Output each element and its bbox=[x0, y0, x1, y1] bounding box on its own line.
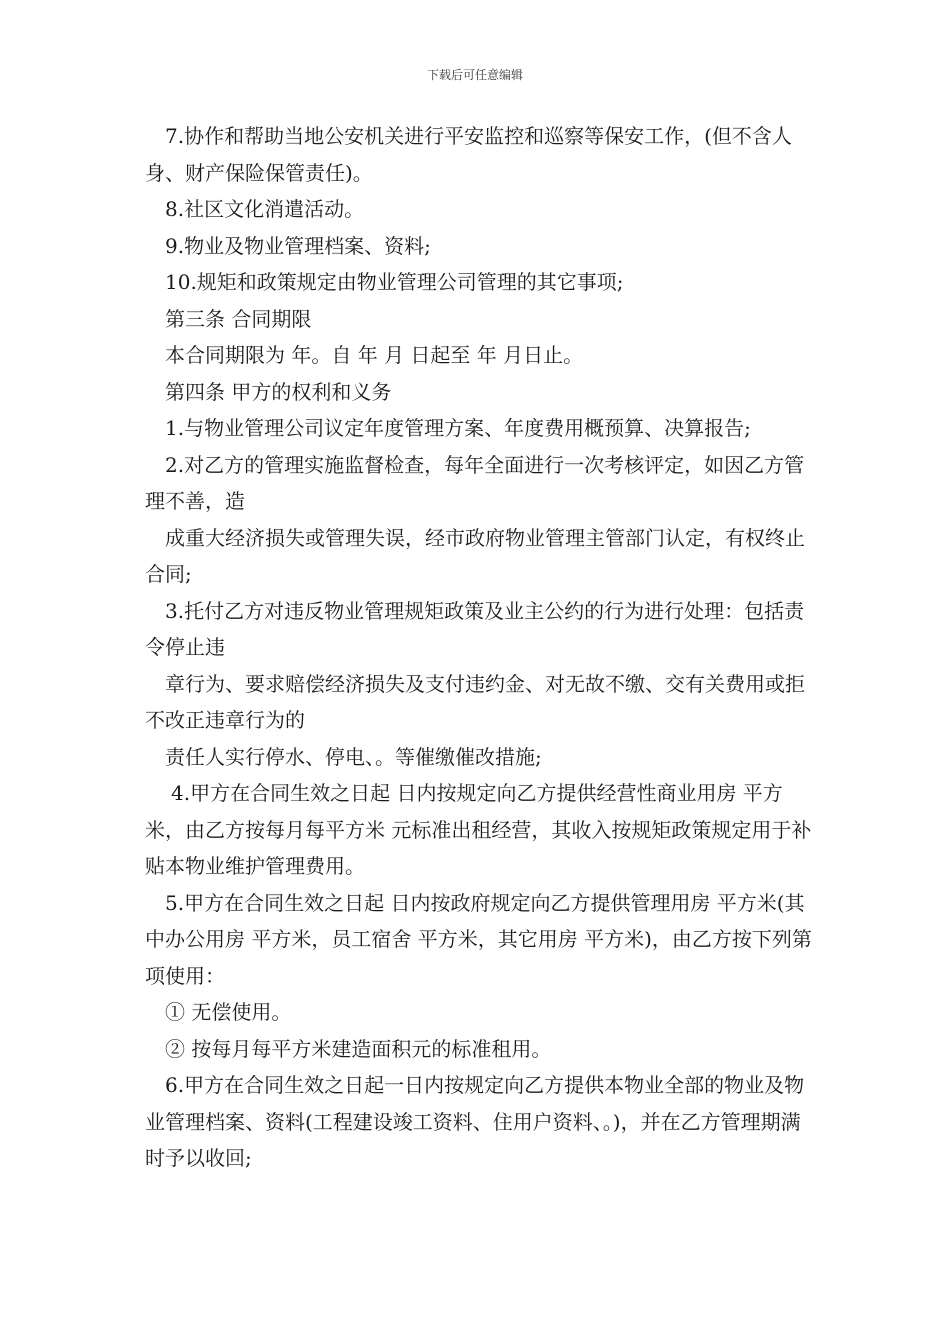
article-3-heading: 第三条 合同期限 bbox=[165, 306, 312, 331]
party-a-item-2-cont: 成重大经济损失或管理失误，经市政府物业管理主管部门认定，有权终止合同; bbox=[145, 525, 805, 586]
party-a-item-1: 1.与物业管理公司议定年度管理方案、年度费用概预算、决算报告; bbox=[165, 416, 751, 440]
party-a-item-4: 4.甲方在合同生效之日起 日内按规定向乙方提供经营性商业用房 平方米，由乙方按每月每平方米 元标准出租经营，其收入按规矩政策规定用于补贴本物业维护管理费用。 bbox=[145, 781, 812, 878]
party-a-item-3-cont: 章行为、要求赔偿经济损失及支付违约金、对无故不缴、交有关费用或拒不改正违章行为的 bbox=[145, 671, 805, 732]
party-a-item-3: 3.托付乙方对违反物业管理规矩政策及业主公约的行为进行处理：包括责令停止违 bbox=[145, 598, 805, 659]
party-a-item-6: 6.甲方在合同生效之日起一日内按规定向乙方提供本物业全部的物业及物业管理档案、资料(工程建设竣工资料、住用户资料、。)，并在乙方管理期满时予以收回; bbox=[145, 1073, 805, 1170]
clause-8-culture: 8.社区文化消遣活动。 bbox=[165, 197, 365, 221]
usage-option-1: ① 无偿使用。 bbox=[165, 1000, 292, 1024]
party-a-item-3-end: 责任人实行停水、停电、。等催缴催改措施; bbox=[165, 744, 542, 769]
header-note: 下载后可任意编辑 bbox=[426, 68, 523, 82]
party-a-item-5: 5.甲方在合同生效之日起 日内按政府规定向乙方提供管理用房 平方米(其中办公用房 平方米，员工宿舍 平方米，其它用房 平方米)，由乙方按下列第 项使用： bbox=[145, 890, 812, 988]
contract-term: 本合同期限为 年。自 年 月 日起至 年 月日止。 bbox=[165, 343, 584, 367]
party-a-item-2: 2.对乙方的管理实施监督检查，每年全面进行一次考核评定，如因乙方管理不善，造 bbox=[145, 452, 805, 513]
clause-7-security: 7.协作和帮助当地公安机关进行平安监控和巡察等保安工作，(但不含人身、财产保险保管责任)。 bbox=[145, 124, 792, 185]
clause-10-other: 10.规矩和政策规定由物业管理公司管理的其它事项; bbox=[165, 270, 624, 294]
usage-option-2: ② 按每月每平方米建造面积元的标准租用。 bbox=[165, 1036, 552, 1061]
article-4-heading: 第四条 甲方的权利和义务 bbox=[165, 379, 392, 404]
clause-9-archives: 9.物业及物业管理档案、资料; bbox=[165, 233, 431, 258]
document-body bbox=[145, 118, 815, 1177]
